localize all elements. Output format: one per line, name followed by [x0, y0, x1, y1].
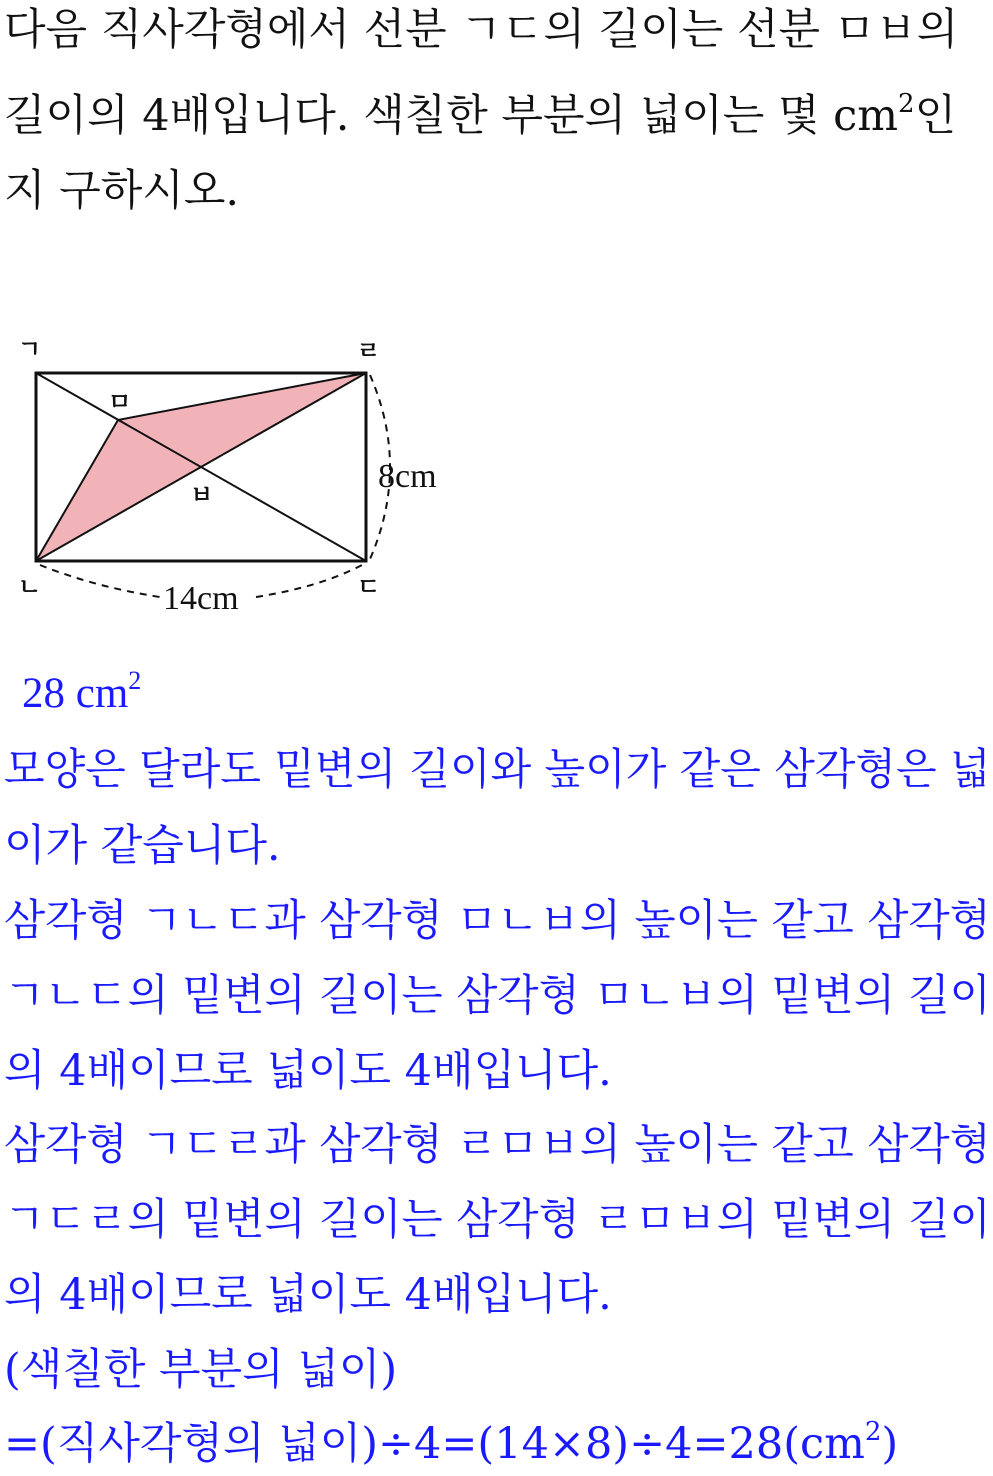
answer-value — [22, 666, 141, 722]
width-dimension-arc-left — [40, 565, 160, 597]
final-equation-close: ) — [881, 1419, 899, 1469]
width-dimension-arc-right — [256, 565, 362, 597]
question-line-2-tail: 인 — [914, 91, 957, 141]
explanation-final-equation — [4, 1416, 898, 1472]
explanation-line-6: 삼각형 ㄱㄷㄹ과 삼각형 ㄹㅁㅂ의 높이는 같고 삼각형 — [4, 1120, 991, 1170]
label-digeut: ㄷ — [357, 573, 381, 601]
answer-value-text: 28 cm — [22, 670, 129, 717]
question-line-1: 다음 직사각형에서 선분 ㄱㄷ의 길이는 선분 ㅁㅂ의 — [4, 5, 959, 55]
rectangle-figure — [0, 325, 470, 625]
explanation-line-9: (색칠한 부분의 넓이) — [4, 1345, 398, 1395]
explanation-line-2: 이가 같습니다. — [4, 821, 281, 871]
width-label: 14cm — [163, 580, 239, 617]
explanation-line-8: 의 4배이므로 넓이도 4배입니다. — [4, 1270, 612, 1320]
final-unit-exponent: 2 — [864, 1417, 882, 1447]
label-bieup: ㅂ — [190, 481, 214, 509]
question-line-2-text: 길이의 4배입니다. 색칠한 부분의 넓이는 몇 cm — [4, 91, 899, 141]
question-line-3: 지 구하시오. — [4, 166, 240, 216]
explanation-line-7: ㄱㄷㄹ의 밑변의 길이는 삼각형 ㄹㅁㅂ의 밑변의 길이 — [4, 1195, 991, 1245]
explanation-line-3: 삼각형 ㄱㄴㄷ과 삼각형 ㅁㄴㅂ의 높이는 같고 삼각형 — [4, 896, 991, 946]
question-unit-exponent: 2 — [898, 89, 915, 119]
height-label: 8cm — [378, 458, 437, 495]
label-rieul: ㄹ — [357, 337, 381, 365]
final-equation-text: =(직사각형의 넓이)÷4=(14×8)÷4=28(cm — [4, 1419, 865, 1469]
label-nieun: ㄴ — [18, 573, 42, 601]
label-mieum: ㅁ — [108, 388, 132, 416]
question-line-2 — [4, 88, 956, 144]
label-giyeok: ㄱ — [18, 335, 42, 363]
answer-unit-exponent: 2 — [128, 666, 142, 695]
explanation-line-4: ㄱㄴㄷ의 밑변의 길이는 삼각형 ㅁㄴㅂ의 밑변의 길이 — [4, 971, 991, 1021]
explanation-line-5: 의 4배이므로 넓이도 4배입니다. — [4, 1046, 612, 1096]
explanation-line-1: 모양은 달라도 밑변의 길이와 높이가 같은 삼각형은 넓 — [4, 745, 991, 795]
